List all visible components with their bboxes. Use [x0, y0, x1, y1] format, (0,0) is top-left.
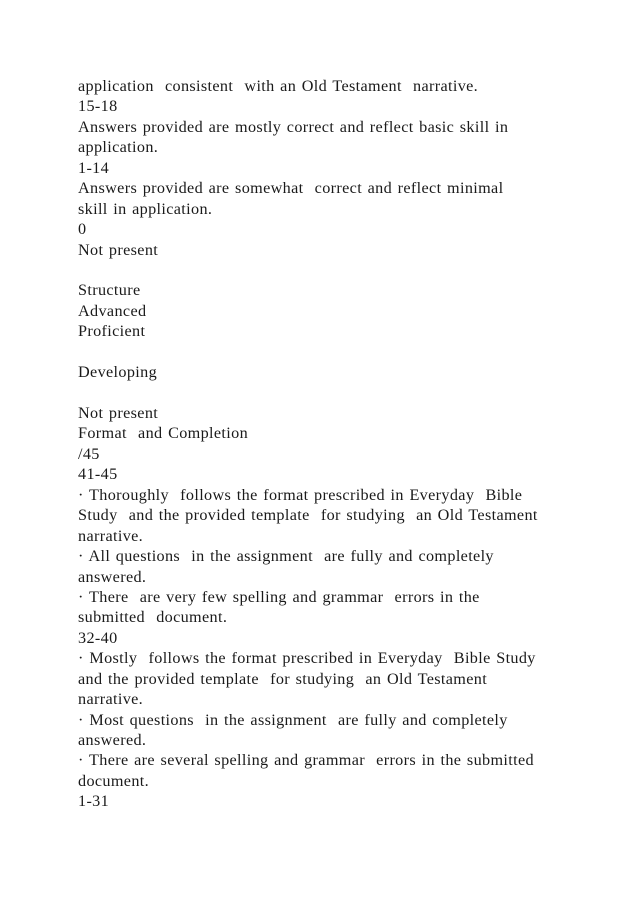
level-label: Developing — [78, 363, 158, 382]
text-line: Answers provided are mostly correct and reflect basic skill in — [78, 117, 509, 136]
score-range: 32-40 — [78, 628, 118, 647]
text-line: document. — [78, 771, 150, 790]
score-range: 41-45 — [78, 465, 118, 484]
text-line: Study and the provided template for studying an Old Testament — [78, 506, 538, 525]
bullet-line: · Thoroughly follows the format prescribed in Everyday Bible — [78, 485, 523, 504]
document-body — [78, 76, 578, 812]
bullet-line: · All questions in the assignment are fully and completely — [78, 547, 494, 566]
text-line: skill in application. — [78, 199, 213, 218]
score-range: 1-14 — [78, 158, 110, 177]
text-line: application consistent with an Old Testament narrative. — [78, 77, 479, 95]
blank-line — [78, 260, 578, 280]
text-line: Answers provided are somewhat correct and reflect minimal — [78, 179, 504, 198]
score-range: 0 — [78, 220, 87, 239]
bullet-line: · Most questions in the assignment are fully and completely — [78, 710, 508, 729]
bullet-line: · Mostly follows the format prescribed in Everyday Bible Study — [78, 649, 536, 668]
criterion-total: /45 — [78, 444, 100, 463]
text-line: submitted document. — [78, 608, 228, 627]
text-line: Not present — [78, 240, 159, 259]
text-line: and the provided template for studying an Old Testament — [78, 669, 488, 688]
text-line: answered. — [78, 731, 147, 749]
section-heading: Structure — [78, 281, 141, 300]
level-label: Proficient — [78, 322, 146, 341]
text-line: narrative. — [78, 526, 144, 545]
bullet-line: · There are very few spelling and grammar errors in the — [78, 587, 480, 606]
text-line: narrative. — [78, 690, 144, 709]
bullet-line: · There are several spelling and grammar errors in the submitted — [78, 751, 534, 770]
criterion-title: Format and Completion — [78, 424, 249, 443]
level-label: Advanced — [78, 301, 147, 320]
score-range: 1-31 — [78, 792, 110, 811]
blank-line — [78, 342, 578, 362]
text-line: answered. — [78, 567, 147, 586]
text-line: application. — [78, 138, 159, 157]
blank-line — [78, 383, 578, 403]
level-label: Not present — [78, 404, 159, 422]
score-range: 15-18 — [78, 97, 118, 116]
